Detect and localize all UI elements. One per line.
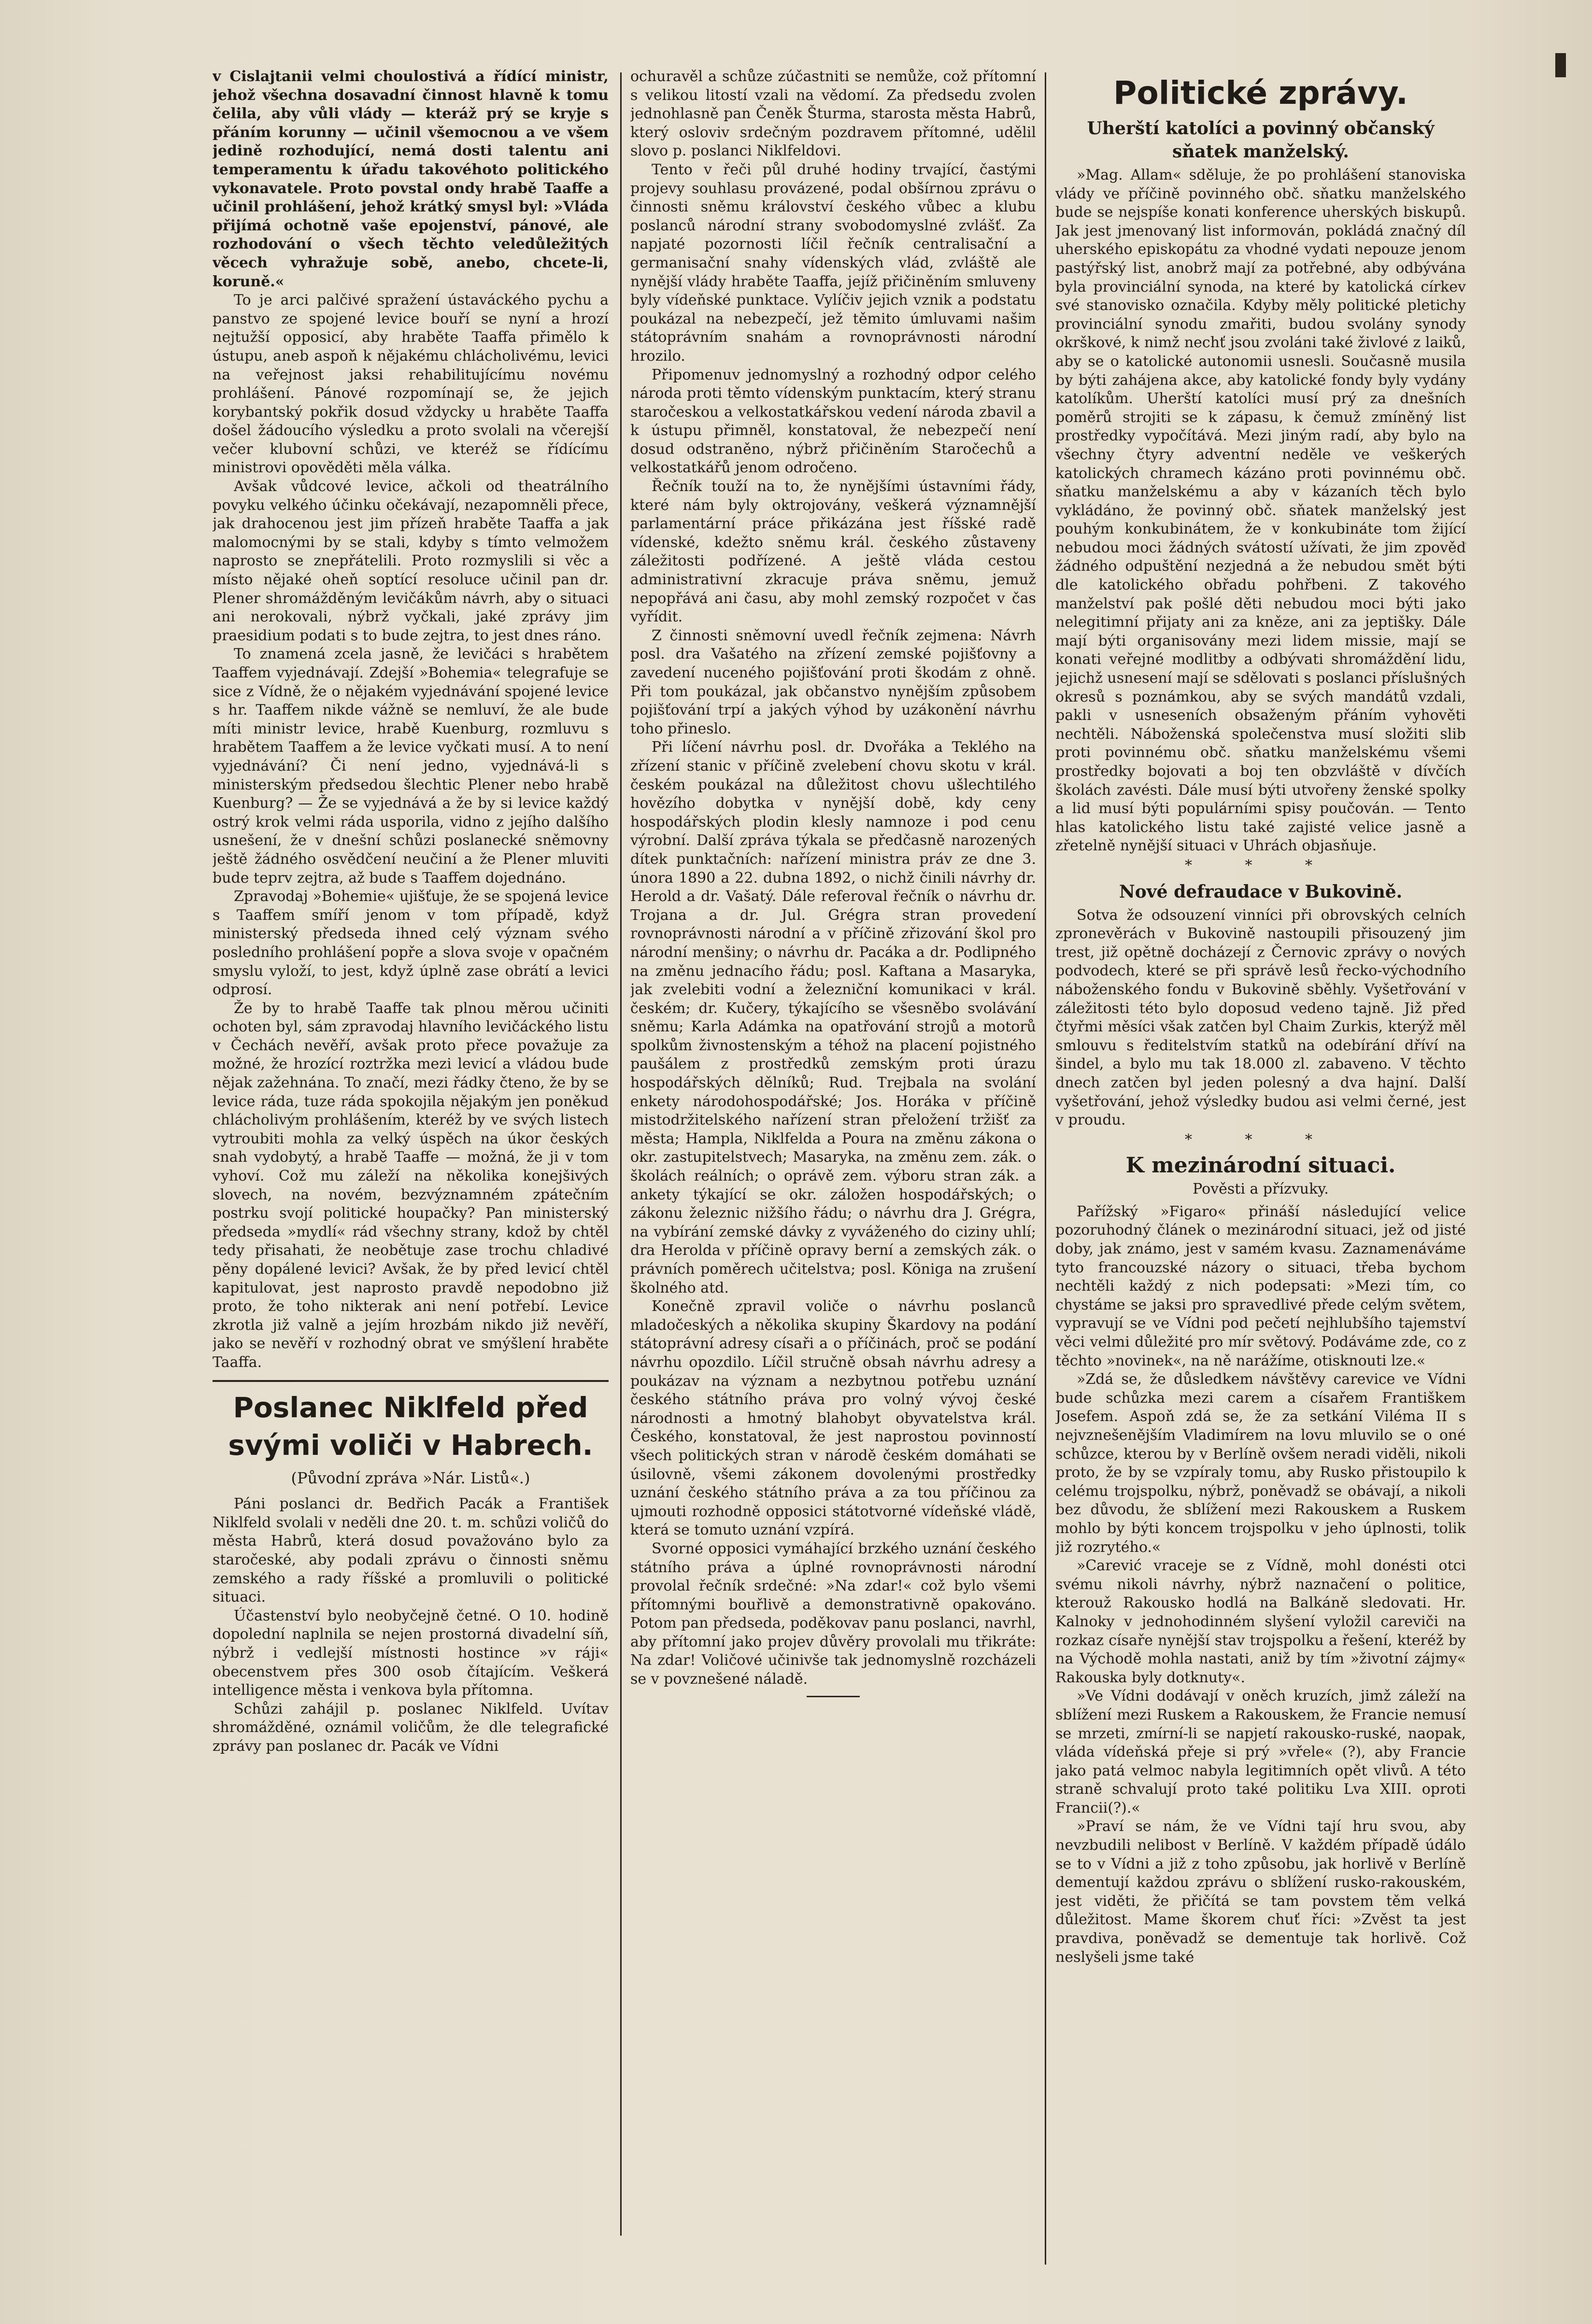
- article-paragraph: Páni poslanci dr. Bedřich Pacák a František Niklfeld svolali v neděli dne 20. t. m. schůzi voličů do města Habrů, která dosud považováno bylo za staročeské, aby podali zprávu o činnosti sněmu zemského a rady říšské a promluvili o politické situaci.: [213, 1495, 609, 1606]
- article-paragraph: To je arci palčivé spražení ústaváckého pychu a panstvo ze spojené levice bouří se nyní a hrozí nejtužší opposicí, aby hraběte Taaffa přimělo k ústupu, aneb aspoň k nějakému chlácholivému, levici na veřejnost jaksi rehabilitujícímu novému prohlášení. Pánové rozpomínají se, že jejich korybantský pokřik dosud vždycky u hraběte Taaffa došel žádoucího výsledku a proto svolali na včerejší večer klubovní schůzi, ve kteréž se řídícímu ministrovi opověděti měla válka.: [213, 292, 609, 477]
- article-paragraph: Z činnosti sněmovní uvedl řečník zejmena: Návrh posl. dra Vašatého na zřízení zemské pojišťovny a zavedení nuceného pojišťování proti škodám z ohně. Při tom poukázal, jak občanstvo nynějším způsobem pojišťování trpí a jakých výhod by uzákonění návrhu toho přineslo.: [630, 627, 1036, 737]
- article-paragraph: Tento v řeči půl druhé hodiny trvající, častými projevy souhlasu provázené, podal obšírnou zprávu o činnosti sněmu království českého vůbec a klubu poslanců národní strany svobodomyslné zvlášť. Za napjaté pozornosti líčil řečník centralisační a germanisační snahy vídenských vlád, zvláště ale nynější vlády hraběte Taaffa, jejíž přičiněním smluveny byly vídeňské punktace. Vylíčiv jejich vznik a podstatu poukázal na nebezpečí, jež těmito úmluvami našim státoprávním snahám a rovnoprávnosti národní hrozilo.: [630, 161, 1036, 365]
- article-paragraph: »Zdá se, že důsledkem návštěvy carevice ve Vídni bude schůzka mezi carem a císařem Františkem Josefem. Aspoň zdá se, že za setkání Viléma II s nejvznešenějším Vladimírem na lovu mluvilo se o oné schůzce, kterou by v Berlíně ovšem neradi viděli, nikoli proto, že by se vzpíraly tomu, aby Rusko přistoupilo k celému trojspolku, nýbrž, poněvadž se obávají, a nikoli bez důvodu, že sblížení mezi Rakouskem a Ruskem mohlo by býti koncem trojspolku v jeho úplnosti, tolik již rozrytého.«: [1055, 1371, 1466, 1556]
- article-paragraph: Konečně zpravil voliče o návrhu poslanců mladočeských a několika skupiny Škardovy na podání státoprávní adresy císaři a o příčinách, proč se podání návrhu opozdilo. Líčil stručně obsah návrhu adresy a poukázav na význam a nezbytnou potřebu uznání českého státního práva pro volný vývoj české národnosti a hmotný blahobyt obyvatelstva král. Českého, konstatoval, že jest naprostou povinností všech politických stran v národě českém domáhati se úsilovně, všemi zákonem dovolenými prostředky uznání českého státního práva a za tou příčinou za ujmouti rozhodně opposici státotvorné vídeňské vládě, která se tomuto uznání vzpírá.: [630, 1298, 1036, 1539]
- article-headline: Poslanec Niklfeld před svými voliči v Habrech.: [228, 1391, 593, 1462]
- article-paragraph: Při líčení návrhu posl. dr. Dvořáka a Teklého na zřízení stanic v příčině zvelebení chovu skotu v král. českém poukázal na důležitost chovu ušlechtilého hovězího dobytka v nynější době, kdy ceny hospodářských plodin klesly namnoze i pod cenu výrobní. Další zpráva týkala se předčasně narozených dítek punktačních: nařízení ministra práv ze dne 3. února 1890 a 22. dubna 1892, o nichž činili návrhy dr. Herold a dr. Vašatý. Dále referoval řečník o návrhu dr. Trojana a dr. Jul. Grégra stran provedení rovnoprávnosti národní a v příčině zřizování škol pro národní menšiny; o návrhu dr. Pacáka a dr. Podlipného na změnu jednacího řádu; posl. Kaftana a Masaryka, jak zvelebiti vodní a železniční komunikaci v král. českém; dr. Kučery, týkajícího se všesněbo svolávání sněmu; Karla Adámka na opatřování strojů a motorů spolkům živnostenským a téhož na placení pojistného paušálem z prostředků zemským proti úrazu hospodářských dělníků; Rud. Trejbala na svolání enkety národohospodářské; Jos. Horáka v příčině mistodržitelského nařízení stran přeložení tržišť za města; Hampla, Niklfelda a Poura na změnu zákona o okr. zastupitelstvech; Masaryka, na změnu zem. zák. o školách reálních; o oprávě zem. výboru stran zák. a ankety týkající se okr. záložen hospodářských; o zákonu železnic nižšího řádu; o návrhu dra J. Grégra, na vybírání zemské dávky z vyváženého do ciziny uhlí; dra Herolda v příčině opravy berní a zemských zák. o právních poměrech učitelstva; posl. Königa na zrušení školného atd.: [630, 739, 1036, 1296]
- column-1: [213, 68, 609, 2289]
- section-stars: * * *: [1184, 1131, 1337, 1148]
- article-paragraph: »Carević vraceje se z Vídně, mohl donésti otci svému nikoli návrhy, nýbrž naznačení o politice, kterouž Rakousko hodlá na Balkáně sledovati. Hr. Kalnoky v jednohodinném slyšení vyložil careviči na rozkaz císaře nynější stav trojspolku a řešení, kteréž by na Východě mohla nastati, aniž by tím »životní zájmy« Rakouska byly dotknuty«.: [1055, 1557, 1466, 1686]
- column-3: [1055, 68, 1466, 2289]
- column-rule-right: [1045, 72, 1046, 2265]
- article-paragraph: Avšak vůdcové levice, ačkoli od theatrálního povyku velkého účinku očekávají, nezapomněli přece, jak drahocenou jest jim přízeň hraběte Taaffa a jak malomocnými by se stali, kdyby s tímto velmožem naprosto se znepřátelili. Proto rozmyslili si věc a místo nějaké oheň soptící resoluce učinil pan dr. Plener shromážděným levičákům návrh, aby o situaci ani nerokovali, nýbrž vyčkali, jaké zprávy jim praesidium podati s to bude zejtra, to jest dnes ráno.: [213, 478, 609, 644]
- column-2: [630, 68, 1036, 2289]
- article-paragraph: Že by to hrabě Taaffe tak plnou měrou učiniti ochoten byl, sám zpravodaj hlavního levičáckého listu v Čechách nevěří, avšak proto přece považuje za možné, že hrozící roztržka mezi levicí a vládou bude nějak zažehnána. To značí, mezi řádky čteno, že by se levice ráda, tuze ráda spokojila nějakým jen poněkud chlácholivým prohlášením, kteréž by ve svých listech vytroubiti mohla za velký úspěch na úkor českých snah vydobytý, a hrabě Taaffe — možná, že ji v tom vyhoví. Což mu záleží na několika konejšivých slovech, na novém, bezvýznamném zpátečním postrku svojí politické houpačky? Pan ministerský předseda »mydlí« rád všechny strany, kdož by chtěl tedy přisahati, že neobětuje zase trochu chladivé pěny dopálené levici? Avšak, že by před levicí chtěl kapitulovat, jest naprosto pravdě nepodobno již proto, že toho nikterak ani není potřebí. Levice zkrotla již valně a jejím hrozbám nikdo již nevěří, jako se nevěří v rozhodný obrat ve smýšlení hraběte Taaffa.: [213, 1000, 609, 1371]
- article-byline: (Původní zpráva »Nár. Listů«.): [291, 1468, 530, 1487]
- section-headline: Politické zprávy.: [1113, 74, 1408, 112]
- article-paragraph: Schůzi zahájil p. poslanec Niklfeld. Uvítav shromážděné, oznámil voličům, že dle telegrafické zprávy pan poslanec dr. Pacák ve Vídni: [213, 1700, 609, 1755]
- article-paragraph: Připomenuv jednomyslný a rozhodný odpor celého národa proti těmto vídenským punktacím, který stranu staročeskou a velkostatkářskou vedení národa zbavil a k ústupu přimněl, konstatoval, že nebezpečí není dosud odstraněno, nýbrž přičiněním Staročechů a velkostatkářů jenom odročeno.: [630, 366, 1036, 477]
- article-paragraph: »Mag. Allam« sděluje, že po prohlášení stanoviska vlády ve příčině povinného obč. sňatku manželského bude se nejspíše konati konference uherských biskupů. Jak jest jmenovaný list informován, pokládá značný díl uherského episkopátu za vhodné vydati nepouze jenom pastýřský list, anobrž mají za potřebné, aby odbývána byla provinciální synoda, na které by katolická církev své stanovisko označila. Kdyby měly politické pletichy provinciální synodu zmařiti, budou svolány synody okrškové, k nimž nechť jsou zvoláni také živlové z laiků, aby se o katolické autonomii usnesli. Současně musila by býti zahájena akce, aby katolické fondy byly vydány katolíkům. Uherští katolíci musí prý za dnešních poměrů strojiti se k zápasu, k čemuž zmíněný list prostředky vypočítává. Mezi jiným radí, aby bylo na všechny čtyry adventní neděle ve veškerých katolických chramech kázáno proti povinnému obč. sňatku manželskému a aby v kázaních těch bylo vykládáno, že povinný obč. sňatek manželský jest pouhým konkubinátem, že v konkubináte tom žijící nebudou moci žádných svátostí užívati, že jim zpověď žádného odpuštění nezjedná a že nebudou smět býti dle katolického obřadu pohřbeni. Z takového manželství pak pošlé děti nebudou moci býti jako nelegitimní přijaty ani za kněze, ani za jeptišky. Dále mají býti organisovány mezi lidem missie, mají se konati veřejné modlitby a odbývati shromáždění lidu, jejichž usnesení mají se sdělovati s poslanci příslušných okresů s poznámkou, aby se svých mandátů vzdali, pakli v usneseních obsaženým přáním vyhověti nechtěli. Náboženská společenstva musí složiti slib proti povinnému obč. sňatku manželskému všemi prostředky bojovati a boj ten obzvláště v dívčích školách zavésti. Dále musí býti utvořeny ženské spolky a lid musí býti populárními spisy poučován. — Tento hlas katolického listu také zajisté velice jasně a zřetelně nynější situaci v Uhrách objasňuje.: [1055, 167, 1466, 855]
- article-paragraph: Řečník touží na to, že nynějšími ústavními řády, které nám byly oktrojovány, veškerá významnější parlamentární práce přikázána jest říšské radě vídenské, kdežto sněmu král. českého zůstaveny záležitosti podřízené. A ještě vláda cestou administrativní zkracuje práva sněmu, jemuž nepopřává ani času, aby mohl zemský rozpočet v čas vyřídit.: [630, 478, 1036, 626]
- article-paragraph: »Praví se nám, že ve Vídni tají hru svou, aby nevzbudili nelibost v Berlíně. V každém případě údálo se to v Vídni a již z toho způsobu, jak horlivě v Berlíně dementují každou zprávu o sblížení rusko-rakouském, jest viděti, že přičítá se tam povstem těm velká důležitost. Mame škorem chuť říci: »Zvěst ta jest pravdiva, poněvadž se dementuje tak horlivě. Což neslyšeli jsme také: [1055, 1818, 1466, 1966]
- page-edge-mark: [1555, 53, 1566, 77]
- section-stars: * * *: [1184, 857, 1337, 874]
- article-divider: [213, 1380, 609, 1382]
- article-paragraph: To znamená zcela jasně, že levičáci s hrabětem Taaffem vyjednávají. Zdejší »Bohemia« telegrafuje se sice z Vídně, že o nějakém vyjednávání spojené levice s hr. Taaffem nikde vážně se nemluví, že ale bude míti ministr levice, hrabě Kuenburg, rozmluvu s hrabětem Taaffem a že levice vyčkati musí. A to není vyjednávání? Či není jedno, vyjednává-li s ministerským předsedou šlechtic Plener nebo hrabě Kuenburg? — Že se vyjednává a že by si levice každý ostrý krok velmi ráda usporila, vidno z jejího dalšího usnešení, že v dnešní schůzi poslanecké sněmovny ještě žádného osvědčení neučiní a že Plener mluviti bude teprv zejtra, až bude s Taaffem dojednáno.: [213, 646, 609, 887]
- news-item-title: Nové defraudace v Bukovině.: [1119, 881, 1403, 902]
- article-paragraph: Svorné opposici vymáhající brzkého uznání českého státního práva a úplné rovnoprávnosti národní provolal řečník srdečné: »Na zdar!« což bylo všemi přítomnými bouřlivě a demonstrativně opakováno. Potom pan předseda, poděkovav panu poslanci, navrhl, aby přítomní jako projev důvěry provolali mu třikráte: Na zdar! Voličové učinivše tak jednomyslně rozcházeli se v povznešené náladě.: [630, 1540, 1036, 1688]
- article-paragraph: ochuravěl a schůze zúčastniti se nemůže, což přítomní s velikou litostí vzali na vědomí. Za předsedu zvolen jednohlasně pan Čeněk Šturma, starosta města Habrů, který osloviv srdečným pozdravem přítomné, udělil slovo p. poslanci Niklfeldovi.: [630, 68, 1036, 160]
- section-headline-2: K mezinárodní situaci.: [1125, 1153, 1396, 1178]
- article-paragraph: Zpravodaj »Bohemie« ujišťuje, že se spojená levice s Taaffem smíří jenom v tom případě, když ministerský předseda ihned celý význam svého posledního prohlášení popře a slova svoje v opačném smyslu vyloží, to jest, když úplně zase obrátí a levici odprosí.: [213, 888, 609, 999]
- article-paragraph: Sotva že odsouzení vinníci při obrovských celních zpronevěrách v Bukovině nastoupili přisouzený jim trest, již opětně docházejí z Černovic zprávy o nových podvodech, které se při správě lesů řecko-východního náboženského fondu v Bukovině sběhly. Vyšetřování v záležitosti této bylo doposud vedeno tajně. Již před čtyřmi měsíci však zatčen byl Chaim Zurkis, kterýž měl smlouvu s ředitelstvím statků na odebírání dříví na šindel, a bylo mu tak 18.000 zl. zabaveno. V těchto dnech zatčen byl jeden polesný a dva hajní. Další vyšetřování, jehož výsledky budou asi velmi černé, jest v proudu.: [1055, 906, 1466, 1129]
- column-rule-left: [620, 72, 622, 2236]
- article-paragraph: v Cislajtanii velmi choulostivá a řídící ministr, jehož všechna dosavadní činnost hlavně k tomu čelila, aby vůli vlády — kteráž prý se kryje s přáním korunny — učinil všemocnou a ve všem jedině rozhodující, nemá dosti talentu ani temperamentu k úřadu takovéhoto politického vykonavatele. Proto povstal ondy hrabě Taaffe a učinil prohlášení, jehož krátký smysl byl: »Vláda přijímá ochotně vaše epojenství, pánové, ale rozhodování o všech těchto veledůležitých věcech vyhražuje sobě, anebo, chcete-li, koruně.«: [213, 68, 609, 290]
- news-item-title: Uherští katolíci a povinný občanský sňatek manželský.: [1087, 118, 1435, 162]
- article-paragraph: Účastenství bylo neobyčejně četné. O 10. hodině dopolední naplnila se nejen prostorná divadelní síň, nýbrž i vedlejší místnosti hostince »v ráji« obecenstvem přes 300 osob čítajícím. Veškerá intelligence města i venkova byla přítomna.: [213, 1607, 609, 1699]
- article-end-rule: [807, 1696, 860, 1697]
- article-paragraph: »Ve Vídni dodávají v oněch kruzích, jimž záleží na sblížení mezi Ruskem a Rakouskem, že Francie nemusí se mrzeti, zmírní-li se napjetí rakousko-ruské, naopak, vláda vídeňská přeje si prý »vřele« (?), aby Francie jako patá velmoc nabyla legitimních opět vlivů. A této straně schvalují proto také politiku Lva XIII. oproti Francii(?).«: [1055, 1688, 1466, 1817]
- article-paragraph: Pařížský »Figaro« přináší následující velice pozoruhodný článek o mezinárodní situaci, jež od jisté doby, jak známo, jest v samém kvasu. Zaznamenáváme tyto francouzské názory o situaci, třeba bychom nechtěli každý z nich podepsati: »Mezi tím, co chystáme se jaksi pro spravedlivé přede celým světem, vypravují se ve Vídni pod pečetí nejhlubšího tajemství věci velmi důležité pro mír světový. Podáváme zde, co z těchto »novinek«, na ně narážíme, otisknouti lze.«: [1055, 1203, 1466, 1369]
- section-subheading: Pověsti a přízvuky.: [1193, 1181, 1329, 1198]
